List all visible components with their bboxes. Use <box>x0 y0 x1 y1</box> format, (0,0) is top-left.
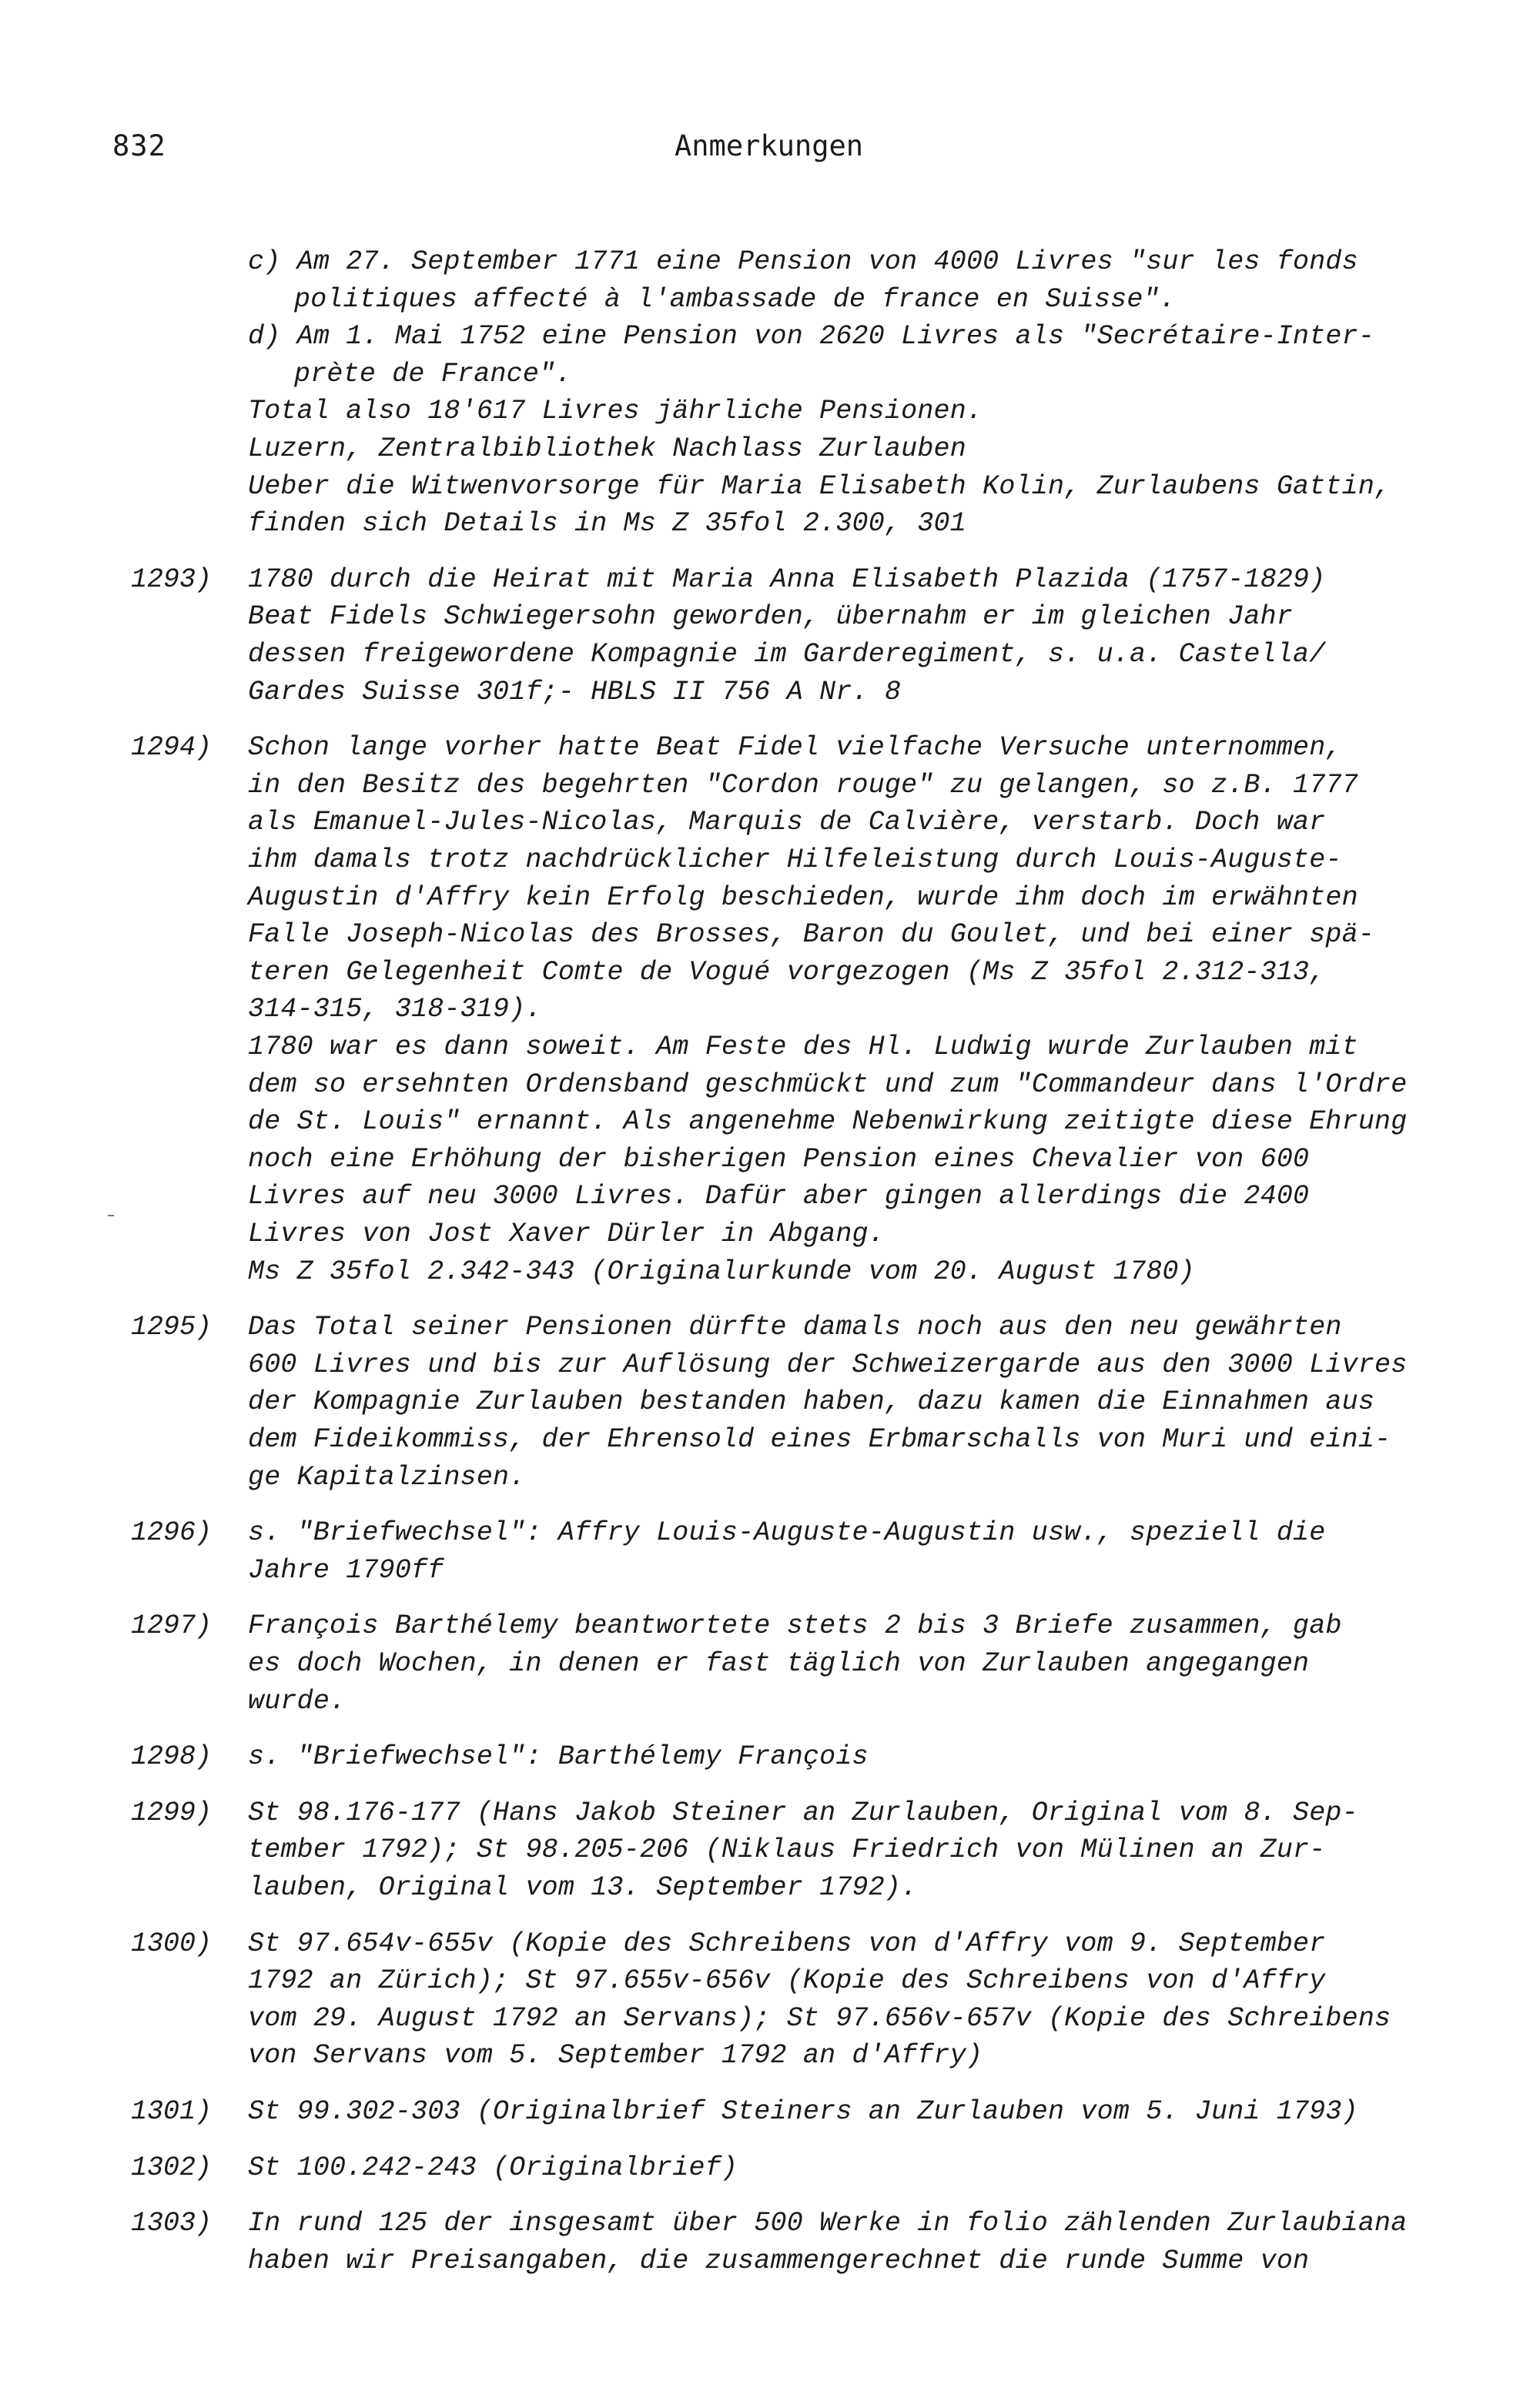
note-line: noch eine Erhöhung der bisherigen Pension eines Chevalier von 600 <box>248 1143 1310 1175</box>
note-number: 1303) <box>131 2208 213 2239</box>
note-number: 1301) <box>131 2096 213 2127</box>
note-line: Falle Joseph-Nicolas des Brosses, Baron du Goulet, und bei einer spä- <box>248 919 1375 951</box>
note-line: François Barthélemy beantwortete stets 2 bis 3 Briefe zusammen, gab <box>248 1610 1342 1642</box>
note-line: s. "Briefwechsel": Barthélemy François <box>248 1741 869 1773</box>
margin-mark <box>108 1215 114 1216</box>
note-number: 1294) <box>131 732 213 764</box>
note-number: 1300) <box>131 1928 213 1959</box>
note-line: als Emanuel-Jules-Nicolas, Marquis de Calvière, verstarb. Doch war <box>248 807 1326 838</box>
note-line: d) Am 1. Mai 1752 eine Pension von 2620 Livres als "Secrétaire-Inter- <box>248 321 1375 353</box>
note-line: de St. Louis" ernannt. Als angenehme Nebenwirkung zeitigte diese Ehrung <box>248 1106 1408 1138</box>
note-line: haben wir Preisangaben, die zusammengerechnet die runde Summe von <box>248 2245 1310 2276</box>
note-line: dem Fideikommiss, der Ehrensold eines Erbmarschalls von Muri und eini- <box>248 1424 1391 1455</box>
note-line: ge Kapitalzinsen. <box>248 1461 526 1493</box>
note-line: In rund 125 der insgesamt über 500 Werke in folio zählenden Zurlaubiana <box>248 2208 1408 2239</box>
note-number: 1298) <box>131 1741 213 1773</box>
note-line: prète de France". <box>294 358 572 390</box>
note-line: St 99.302-303 (Originalbrief Steiners an Zurlauben vom 5. Juni 1793) <box>248 2096 1358 2127</box>
note-line: Luzern, Zentralbibliothek Nachlass Zurlauben <box>248 433 966 464</box>
note-line: es doch Wochen, in denen er fast täglich von Zurlauben angegangen <box>248 1648 1310 1679</box>
note-number: 1299) <box>131 1797 213 1828</box>
note-line: dessen freigewordene Kompagnie im Garderegiment, s. u.a. Castella/ <box>248 639 1326 670</box>
note-number: 1297) <box>131 1610 213 1642</box>
note-line: dem so ersehnten Ordensband geschmückt und zum "Commandeur dans l'Ordre <box>248 1069 1408 1100</box>
note-line: Schon lange vorher hatte Beat Fidel vielfache Versuche unternommen, <box>248 732 1342 764</box>
note-line: 1780 durch die Heirat mit Maria Anna Elisabeth Plazida (1757-1829) <box>248 564 1326 595</box>
running-head: Anmerkungen <box>675 129 864 162</box>
note-line: politiques affecté à l'ambassade de france en Suisse". <box>294 283 1176 315</box>
note-line: 1780 war es dann soweit. Am Feste des Hl. Ludwig wurde Zurlauben mit <box>248 1032 1358 1062</box>
note-line: 1792 an Zürich); St 97.655v-656v (Kopie des Schreibens von d'Affry <box>248 1965 1326 1997</box>
note-line: Total also 18'617 Livres jährliche Pensionen. <box>248 396 983 427</box>
note-line: Livres von Jost Xaver Dürler in Abgang. <box>248 1219 885 1249</box>
note-line: s. "Briefwechsel": Affry Louis-Auguste-Augustin usw., speziell die <box>248 1517 1326 1549</box>
note-number: 1295) <box>131 1312 213 1343</box>
note-line: 600 Livres und bis zur Auflösung der Schweizergarde aus den 3000 Livres <box>248 1349 1408 1380</box>
note-number: 1296) <box>131 1517 213 1549</box>
note-number: 1293) <box>131 564 213 595</box>
note-line: Das Total seiner Pensionen dürfte damals noch aus den neu gewährten <box>248 1312 1342 1343</box>
note-line: St 100.242-243 (Originalbrief) <box>248 2152 738 2183</box>
note-line: teren Gelegenheit Comte de Vogué vorgezogen (Ms Z 35fol 2.312-313, <box>248 956 1326 988</box>
note-line: ihm damals trotz nachdrücklicher Hilfeleistung durch Louis-Auguste- <box>248 844 1342 875</box>
note-line: wurde. <box>248 1685 346 1717</box>
note-line: von Servans vom 5. September 1792 an d'Affry) <box>248 2040 983 2072</box>
note-line: Jahre 1790ff <box>248 1554 444 1586</box>
note-number: 1302) <box>131 2152 213 2183</box>
note-line: St 98.176-177 (Hans Jakob Steiner an Zurlauben, Original vom 8. Sep- <box>248 1797 1358 1828</box>
note-line: Beat Fidels Schwiegersohn geworden, übernahm er im gleichen Jahr <box>248 601 1294 633</box>
note-line: St 97.654v-655v (Kopie des Schreibens von d'Affry vom 9. September <box>248 1928 1326 1959</box>
note-line: Gardes Suisse 301f;- HBLS II 756 A Nr. 8 <box>248 676 902 707</box>
note-line: Augustin d'Affry kein Erfolg beschieden, wurde ihm doch im erwähnten <box>248 881 1358 913</box>
note-line: vom 29. August 1792 an Servans); St 97.656v-657v (Kopie des Schreibens <box>248 2002 1391 2034</box>
note-line: tember 1792); St 98.205-206 (Niklaus Friedrich von Mülinen an Zur- <box>248 1834 1326 1866</box>
note-line: Ms Z 35fol 2.342-343 (Originalurkunde vom 20. August 1780) <box>248 1256 1195 1287</box>
note-line: Ueber die Witwenvorsorge für Maria Elisabeth Kolin, Zurlaubens Gattin, <box>248 470 1391 502</box>
page-number: 832 <box>112 129 166 162</box>
note-line: lauben, Original vom 13. September 1792). <box>248 1872 918 1903</box>
note-line: finden sich Details in Ms Z 35fol 2.300, 301 <box>248 508 966 540</box>
note-line: Livres auf neu 3000 Livres. Dafür aber gingen allerdings die 2400 <box>248 1181 1310 1212</box>
note-line: der Kompagnie Zurlauben bestanden haben, dazu kamen die Einnahmen aus <box>248 1386 1375 1418</box>
note-line: in den Besitz des begehrten "Cordon rouge" zu gelangen, so z.B. 1777 <box>248 769 1358 801</box>
note-line: c) Am 27. September 1771 eine Pension von 4000 Livres "sur les fonds <box>248 246 1358 277</box>
note-line: 314-315, 318-319). <box>248 994 542 1025</box>
